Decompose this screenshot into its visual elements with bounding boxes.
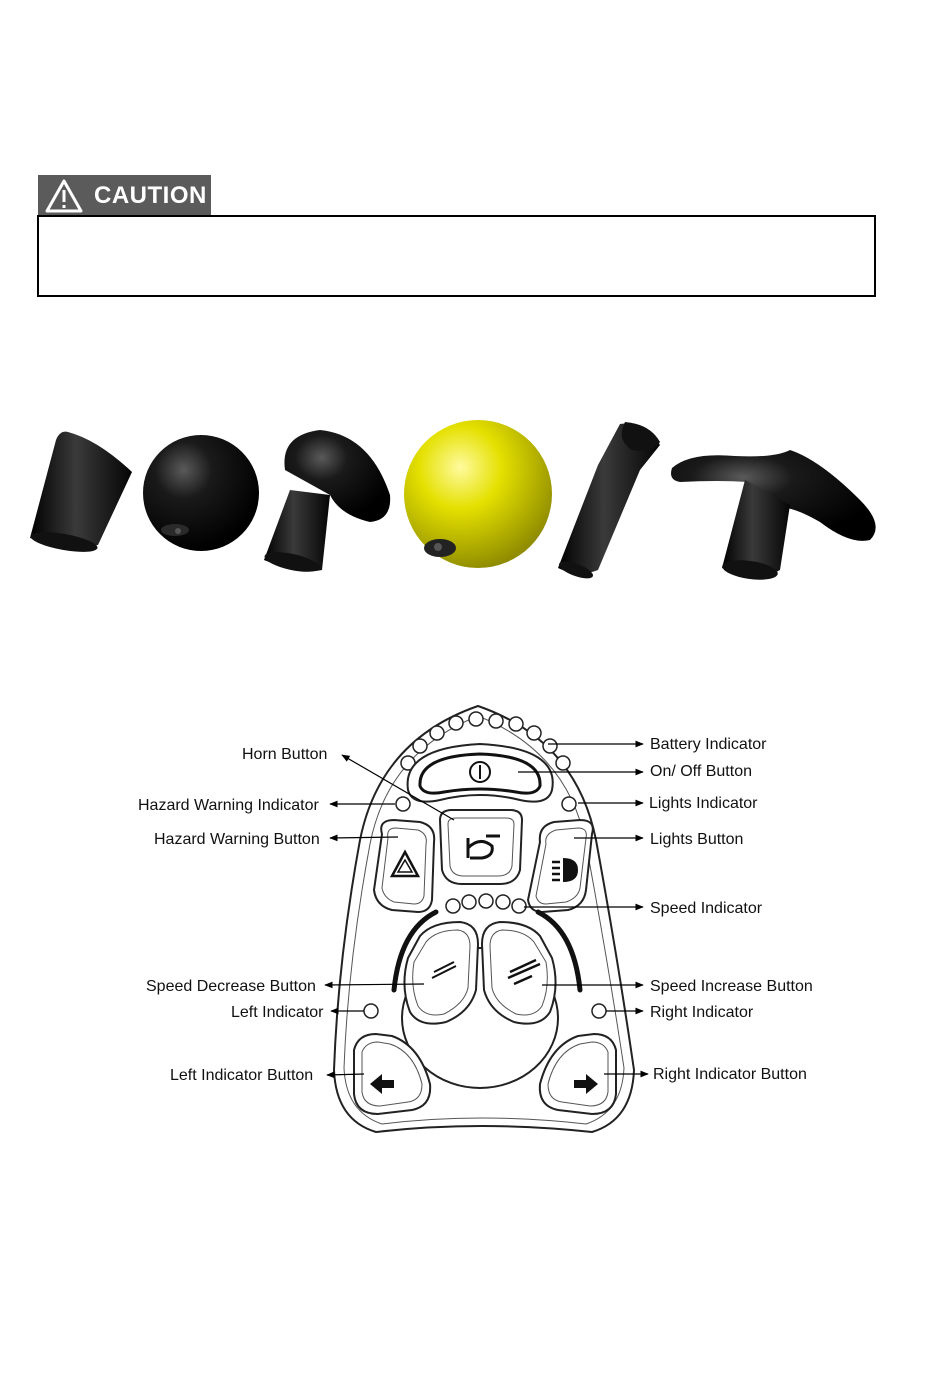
- mushroom-knob: [263, 430, 390, 576]
- on-off-button-label: On/ Off Button: [650, 763, 752, 780]
- left-indicator: [364, 1004, 378, 1018]
- left-indicator-button-label: Left Indicator Button: [170, 1067, 314, 1084]
- yellow-ball-knob: [404, 420, 552, 568]
- hazard-warning-button-label: Hazard Warning Button: [154, 831, 320, 848]
- battery-indicator-label: Battery Indicator: [650, 736, 767, 753]
- right-indicator-label: Right Indicator: [650, 1004, 754, 1021]
- warning-triangle-icon: [44, 178, 84, 214]
- horn-button[interactable]: [440, 810, 522, 884]
- t-bar-knob: [671, 450, 876, 583]
- right-indicator-button-label: Right Indicator Button: [653, 1066, 807, 1083]
- speed-indicator-label: Speed Indicator: [650, 900, 763, 917]
- lights-button-label: Lights Button: [650, 831, 744, 848]
- controller-diagram: [0, 690, 950, 1150]
- speed-decrease-button-label: Speed Decrease Button: [146, 978, 316, 995]
- right-indicator: [592, 1004, 606, 1018]
- ball-knob: [143, 435, 259, 551]
- left-indicator-label: Left Indicator: [231, 1004, 324, 1021]
- lights-indicator: [562, 797, 576, 811]
- tapered-knob: [29, 432, 132, 556]
- caution-tab: [38, 175, 211, 216]
- caution-box: [37, 215, 876, 297]
- knob-row: [0, 410, 950, 600]
- caution-label: CAUTION: [94, 181, 207, 209]
- horn-button-label: Horn Button: [242, 746, 328, 763]
- hazard-warning-button[interactable]: [374, 820, 434, 912]
- hazard-warning-indicator: [396, 797, 410, 811]
- hazard-warning-indicator-label: Hazard Warning Indicator: [138, 797, 319, 814]
- speed-increase-button-label: Speed Increase Button: [650, 978, 813, 995]
- lights-indicator-label: Lights Indicator: [649, 795, 758, 812]
- stick-knob: [557, 422, 660, 582]
